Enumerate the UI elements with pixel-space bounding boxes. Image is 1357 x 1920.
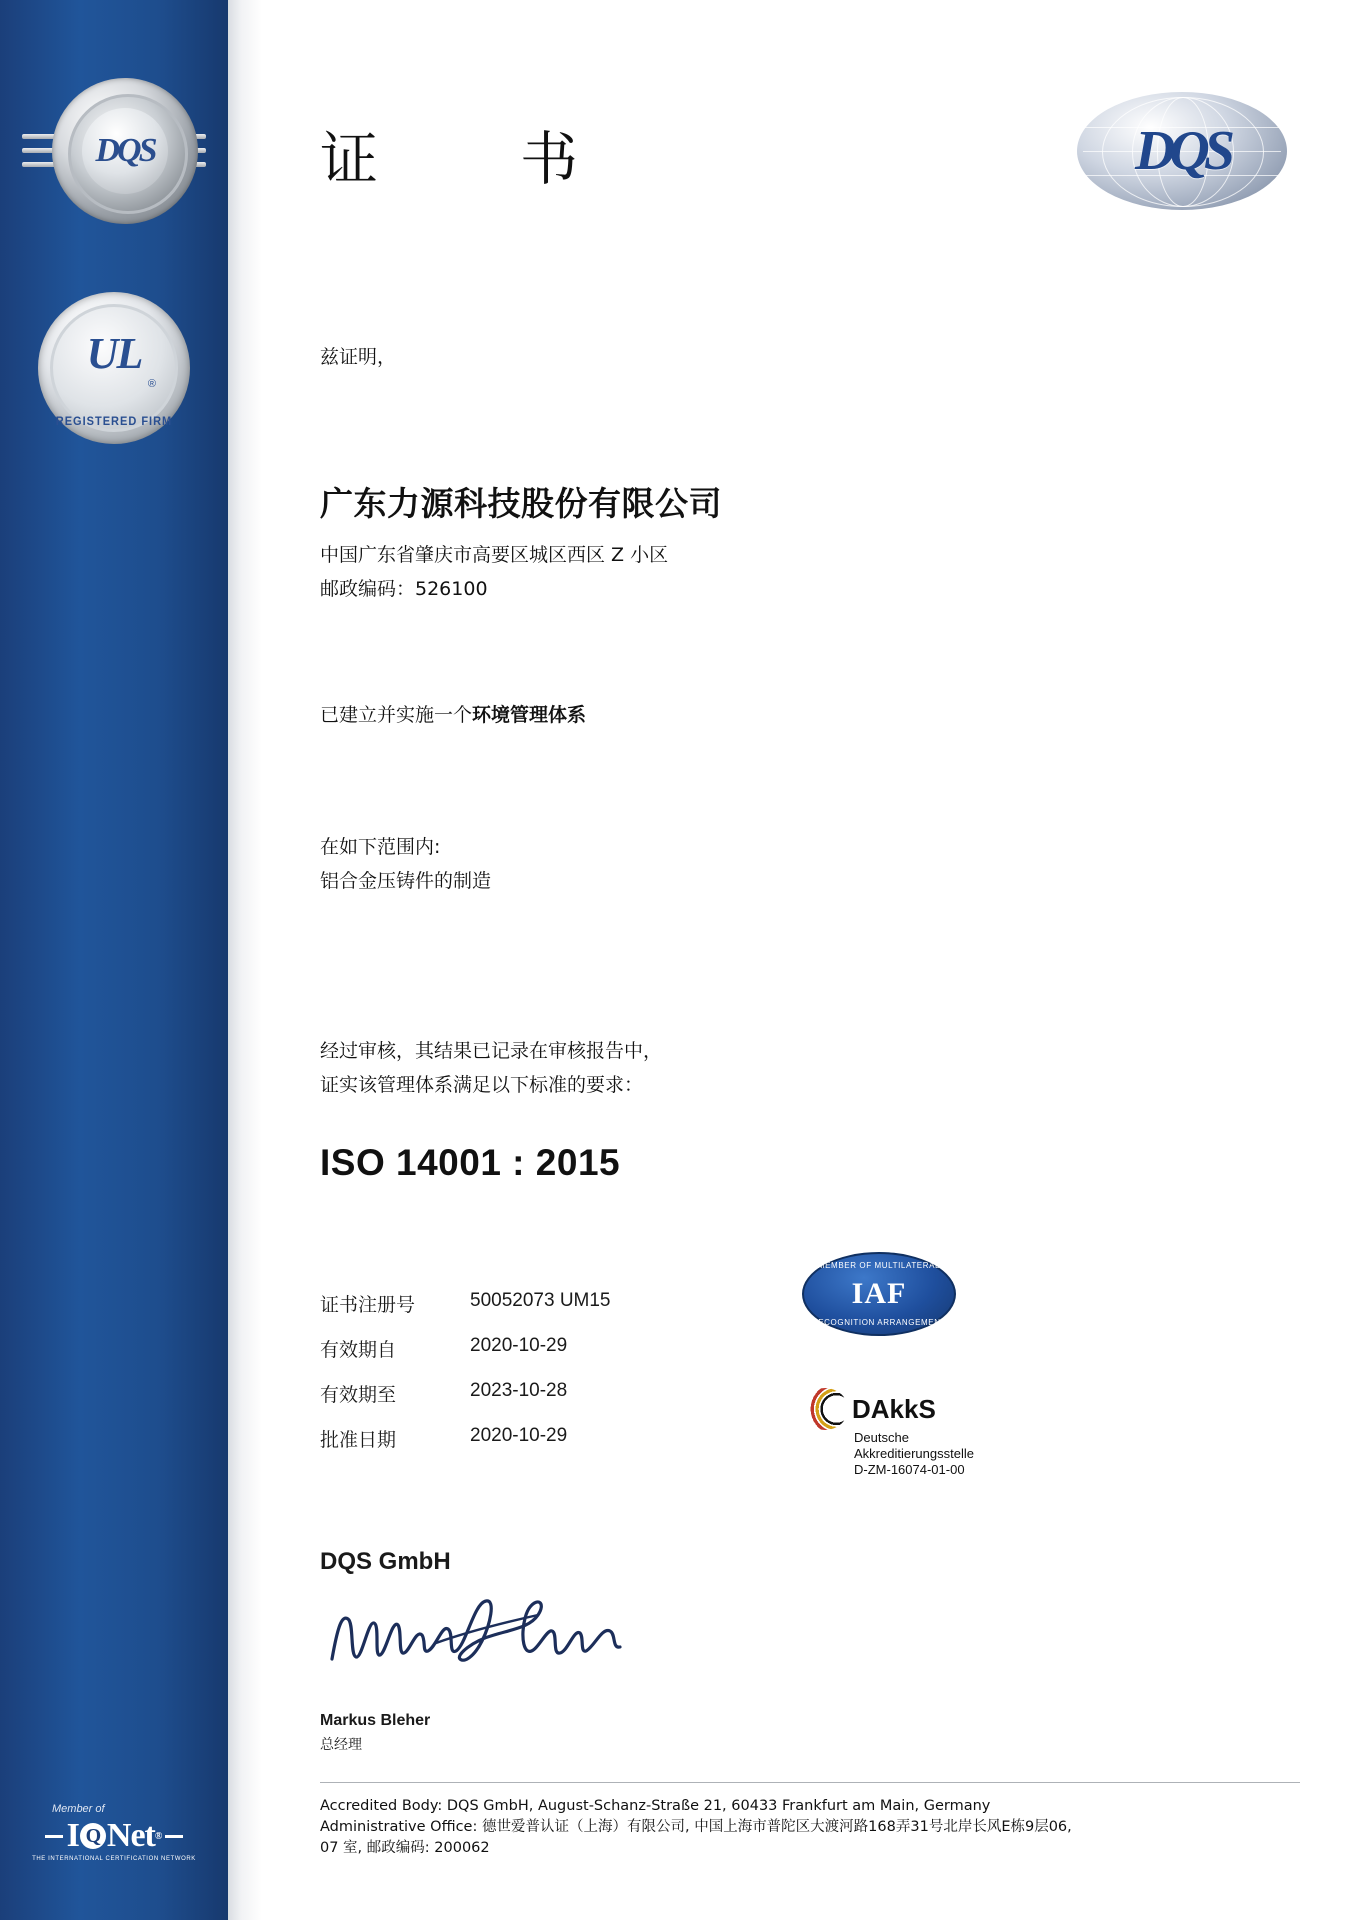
ul-registered-firm-icon [38, 292, 190, 444]
iaf-logo-icon [802, 1252, 956, 1336]
standard-name: ISO 14001 : 2015 [320, 1142, 621, 1183]
system-statement [320, 700, 586, 727]
iqnet-registered-symbol: ® [154, 1830, 162, 1842]
audit-statement-line2: 证实该管理体系满足以下标准的要求： [320, 1074, 644, 1096]
dakks-logo-icon [802, 1388, 1102, 1478]
iqnet-dash-right [165, 1835, 183, 1838]
iqnet-wordmark [63, 1817, 166, 1855]
detail-label: 有效期至 [320, 1385, 397, 1406]
iaf-bottom-text: RECOGNITION ARRANGEMENT [811, 1318, 947, 1327]
ul-letters: UL [86, 329, 142, 378]
scope-value: 铝合金压铸件的制造 [320, 870, 492, 892]
dqs-globe-icon [1077, 92, 1287, 210]
detail-value: 2023-10-28 [470, 1380, 568, 1401]
dqs-seal-icon [22, 78, 206, 226]
scope-label: 在如下范围内: [320, 836, 441, 858]
detail-label: 证书注册号 [320, 1295, 416, 1316]
footer-line-3: 07 室, 邮政编码: 200062 [320, 1840, 490, 1856]
iaf-main-text: IAF [851, 1277, 907, 1310]
iqnet-letter-i: I [66, 1817, 79, 1854]
iqnet-tagline: THE INTERNATIONAL CERTIFICATION NETWORK [32, 1856, 196, 1862]
company-name: 广东力源科技股份有限公司 [320, 484, 722, 523]
detail-label: 批准日期 [320, 1430, 397, 1451]
signatory-name: Markus Bleher [320, 1712, 431, 1729]
detail-row [320, 1335, 611, 1362]
detail-value: 2020-10-29 [470, 1335, 568, 1356]
iaf-top-text: MEMBER OF MULTILATERAL [817, 1261, 941, 1270]
footer-divider [320, 1782, 1300, 1783]
detail-value: 2020-10-29 [470, 1425, 568, 1446]
iqnet-logo [16, 1803, 212, 1862]
footer-line-2: Administrative Office: 德世爱普认证（上海）有限公司, 中国上海市普陀区大渡河路168弄31号北岸长风E栋9层06, [320, 1819, 1072, 1835]
ul-registered-symbol: ® [147, 378, 156, 390]
dqs-globe-text: DQS [1134, 120, 1230, 182]
company-postal-code: 邮政编码：526100 [320, 578, 488, 600]
dakks-name: DAkkS [852, 1393, 936, 1424]
dakks-top-row [802, 1388, 1102, 1430]
iqnet-logo-row [16, 1817, 212, 1855]
detail-row [320, 1380, 611, 1407]
iqnet-letter-q: Q [80, 1823, 106, 1849]
left-decorative-band [0, 0, 228, 1920]
ul-registered-firm-text: REGISTERED FIRM [55, 415, 173, 429]
system-statement-type: 环境管理体系 [472, 704, 587, 726]
company-address-line1: 中国广东省肇庆市高要区城区西区 Z 小区 [320, 544, 669, 566]
detail-row [320, 1290, 611, 1317]
dakks-subtext [854, 1430, 1102, 1478]
iqnet-dash-left [45, 1835, 63, 1838]
dakks-sub-line2: Akkreditierungsstelle [854, 1446, 974, 1461]
dakks-sub-line3: D-ZM-16074-01-00 [854, 1462, 965, 1477]
iqnet-member-label: Member of [52, 1803, 105, 1815]
detail-label: 有效期自 [320, 1340, 397, 1361]
dqs-seal-text: DQS [95, 132, 155, 169]
certificate-details [320, 1290, 611, 1470]
detail-row [320, 1425, 611, 1452]
lead-text: 兹证明， [320, 346, 397, 368]
system-statement-prefix: 已建立并实施一个 [320, 704, 473, 726]
iqnet-letter-net: Net [106, 1817, 155, 1854]
dakks-swoosh-icon [802, 1388, 848, 1430]
footer-text [320, 1796, 1320, 1859]
signature-image [324, 1585, 644, 1685]
issuer-organization: DQS GmbH [320, 1548, 451, 1575]
detail-value: 50052073 UM15 [470, 1290, 611, 1311]
seal-core [82, 108, 168, 194]
certificate-body [262, 0, 1357, 1920]
footer-line-1: Accredited Body: DQS GmbH, August-Schanz-Straße 21, 60433 Frankfurt am Main, Germany [320, 1798, 991, 1814]
page-title: 证 书 [320, 125, 621, 193]
signatory-role: 总经理 [320, 1737, 362, 1753]
band-edge-gradient [228, 0, 262, 1920]
dakks-sub-line1: Deutsche [854, 1430, 909, 1445]
audit-statement-line1: 经过审核，其结果已记录在审核报告中， [320, 1040, 663, 1062]
